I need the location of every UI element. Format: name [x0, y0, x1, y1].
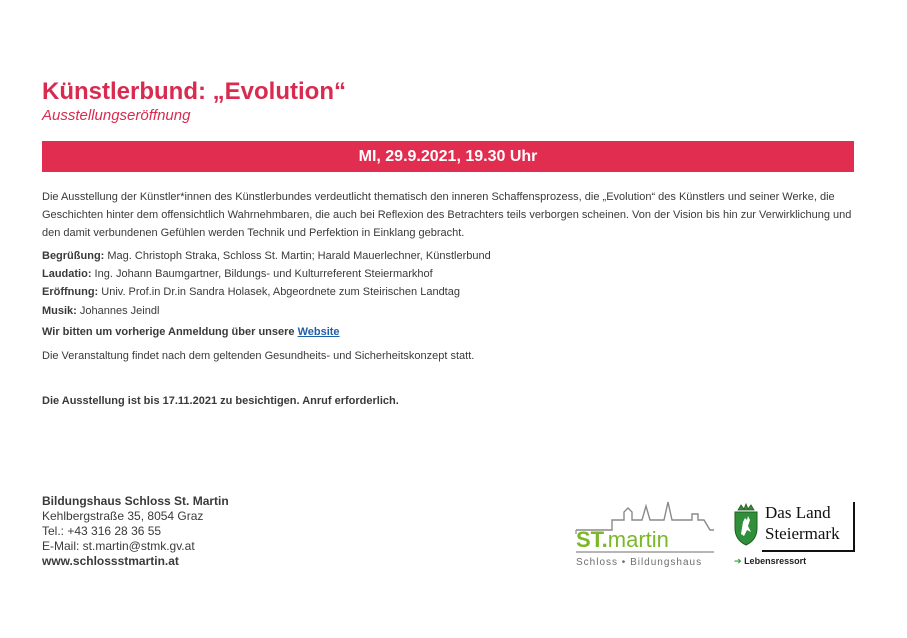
eroeffnung-line [42, 286, 460, 298]
laudatio-line [42, 268, 433, 280]
laudatio-label: Laudatio: [42, 268, 92, 280]
footer-phone: Tel.: +43 316 28 36 55 [42, 524, 162, 538]
event-date-bar: MI, 29.9.2021, 19.30 Uhr [42, 141, 854, 172]
styrian-coat-of-arms-icon [732, 502, 760, 546]
page-title: Künstlerbund: „Evolution“ [42, 78, 346, 105]
stmartin-wordmark-st: ST. [576, 527, 608, 552]
musik-line [42, 305, 159, 317]
stmartin-wordmark [576, 528, 669, 552]
footer-address [42, 494, 229, 569]
footer-website: www.schlossstmartin.at [42, 554, 179, 568]
footer-org-name: Bildungshaus Schloss St. Martin [42, 494, 229, 508]
begruessung-value: Mag. Christoph Straka, Schloss St. Martin; Harald Mauerlechner, Künstlerbund [104, 250, 491, 262]
land-steiermark-logo [732, 502, 856, 570]
registration-text: Wir bitten um vorherige Anmeldung über unsere [42, 326, 298, 338]
stmartin-logo [572, 500, 718, 575]
begruessung-label: Begrüßung: [42, 250, 105, 262]
lebensressort-text: Lebensressort [744, 556, 807, 566]
laudatio-value: Ing. Johann Baumgartner, Bildungs- und Kulturreferent Steiermarkhof [91, 268, 433, 280]
musik-label: Musik: [42, 305, 77, 317]
begruessung-line [42, 250, 491, 262]
hygiene-note: Die Veranstaltung findet nach dem geltenden Gesundheits- und Sicherheitskonzept statt. [42, 350, 475, 362]
arrow-right-icon: ➔ [734, 556, 742, 566]
page-subtitle: Ausstellungseröffnung [42, 107, 191, 124]
land-wordmark [762, 502, 855, 552]
stmartin-wordmark-martin: martin [607, 527, 669, 552]
footer-street: Kehlbergstraße 35, 8054 Graz [42, 509, 204, 523]
lebensressort-label [734, 556, 806, 567]
musik-value: Johannes Jeindl [76, 305, 160, 317]
footer-email: E-Mail: st.martin@stmk.gv.at [42, 539, 195, 553]
stmartin-tagline: Schloss • Bildungshaus [576, 557, 703, 568]
registration-line [42, 326, 340, 338]
intro-paragraph: Die Ausstellung der Künstler*innen des Künstlerbundes verdeutlicht thematisch den inneren Schaffensprozess, die „Evolution“ des Künstlers und seiner Werke, die Geschichten hinter dem offensichtlich Wahrnehmbaren, die auch bei Reflexion des Betrachters teils verborgen scheinen. Von der Vision bis hin zur Verwirklichung und den damit verbundenen Gefühlen werden Technik und Perfektion in Einklang gebracht. [42, 191, 852, 239]
website-link[interactable]: Website [297, 326, 340, 338]
eroeffnung-value: Univ. Prof.in Dr.in Sandra Holasek, Abgeordnete zum Steirischen Landtag [98, 286, 460, 298]
exhibition-note: Die Ausstellung ist bis 17.11.2021 zu besichtigen. Anruf erforderlich. [42, 395, 399, 407]
land-wordmark-line1: Das Land [765, 503, 831, 522]
land-wordmark-line2: Steiermark [765, 524, 840, 543]
eroeffnung-label: Eröffnung: [42, 286, 99, 298]
